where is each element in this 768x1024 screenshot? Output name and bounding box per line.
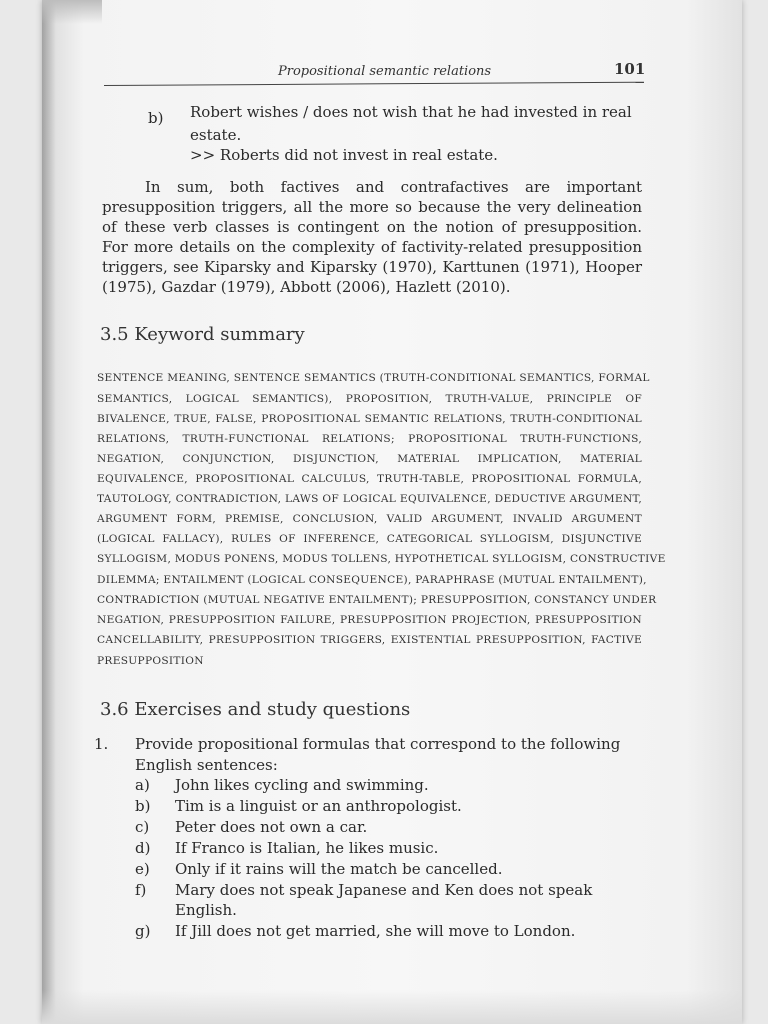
question-line: English sentences: (135, 756, 278, 774)
paragraph-line: triggers, see Kiparsky and Kiparsky (1970), Karttunen (1971), Hooper (102, 258, 642, 276)
keyword-line: PRESUPPOSITION (97, 655, 204, 667)
question-line: Provide propositional formulas that correspond to the following (135, 735, 621, 753)
exercise-item-label: a) (135, 776, 150, 794)
exercise-item-label: e) (135, 860, 150, 878)
question-number: 1. (94, 735, 109, 753)
keyword-line: CONTRADICTION (MUTUAL NEGATIVE ENTAILMENT); PRESUPPOSITION, CONSTANCY UNDER (97, 594, 657, 606)
exercise-item-text: Tim is a linguist or an anthropologist. (175, 797, 462, 815)
keyword-line: SEMANTICS, LOGICAL SEMANTICS), PROPOSITION, TRUTH-VALUE, PRINCIPLE OF (97, 393, 642, 405)
page-corner-shadow (42, 0, 102, 24)
paragraph-line: In sum, both factives and contrafactives are important (145, 178, 642, 196)
binding-shadow (42, 0, 56, 1024)
keyword-line: DILEMMA; ENTAILMENT (LOGICAL CONSEQUENCE), PARAPHRASE (MUTUAL ENTAILMENT), (97, 574, 647, 586)
section-heading-exercises: 3.6 Exercises and study questions (100, 699, 411, 720)
paragraph-line: presupposition triggers, all the more so because the very delineation (102, 198, 642, 216)
running-head: Propositional semantic relations (278, 64, 492, 79)
exercise-item-text: English. (175, 901, 237, 919)
keyword-line: TAUTOLOGY, CONTRADICTION, LAWS OF LOGICAL EQUIVALENCE, DEDUCTIVE ARGUMENT, (97, 493, 642, 505)
paragraph-line: of these verb classes is contingent on the notion of presupposition. (102, 218, 642, 236)
exercise-item-text: Peter does not own a car. (175, 818, 368, 836)
example-label: b) (148, 109, 164, 127)
keyword-line: EQUIVALENCE, PROPOSITIONAL CALCULUS, TRUTH-TABLE, PROPOSITIONAL FORMULA, (97, 473, 642, 485)
keyword-line: BIVALENCE, TRUE, FALSE, PROPOSITIONAL SEMANTIC RELATIONS, TRUTH-CONDITIONAL (97, 413, 642, 425)
exercise-item-label: c) (135, 818, 150, 836)
exercise-item-text: Only if it rains will the match be cancelled. (175, 860, 503, 878)
section-heading-keywords: 3.5 Keyword summary (100, 324, 305, 345)
exercise-item-text: If Franco is Italian, he likes music. (175, 839, 439, 857)
exercise-item-text: John likes cycling and swimming. (175, 776, 429, 794)
keyword-line: ARGUMENT FORM, PREMISE, CONCLUSION, VALID ARGUMENT, INVALID ARGUMENT (97, 513, 642, 525)
example-line: >> Roberts did not invest in real estate. (190, 146, 498, 164)
exercise-item-label: f) (135, 881, 147, 899)
exercise-item-text: If Jill does not get married, she will move to London. (175, 922, 576, 940)
exercise-item-label: d) (135, 839, 151, 857)
exercise-item-text: Mary does not speak Japanese and Ken does not speak (175, 881, 593, 899)
keyword-line: NEGATION, CONJUNCTION, DISJUNCTION, MATERIAL IMPLICATION, MATERIAL (97, 453, 642, 465)
keyword-line: CANCELLABILITY, PRESUPPOSITION TRIGGERS, EXISTENTIAL PRESUPPOSITION, FACTIVE (97, 634, 642, 646)
paragraph-line: For more details on the complexity of factivity-related presupposition (102, 238, 642, 256)
example-line: Robert wishes / does not wish that he had invested in real (190, 103, 632, 121)
exercise-item-label: g) (135, 922, 151, 940)
page-number: 101 (614, 60, 646, 78)
keyword-line: RELATIONS, TRUTH-FUNCTIONAL RELATIONS; PROPOSITIONAL TRUTH-FUNCTIONS, (97, 433, 642, 445)
paragraph-line: (1975), Gazdar (1979), Abbott (2006), Hazlett (2010). (102, 278, 511, 296)
example-line: estate. (190, 126, 242, 144)
page-bottom-edge (42, 990, 742, 1024)
keyword-line: SYLLOGISM, MODUS PONENS, MODUS TOLLENS, HYPOTHETICAL SYLLOGISM, CONSTRUCTIVE (97, 553, 666, 565)
exercise-item-label: b) (135, 797, 151, 815)
keyword-line: (LOGICAL FALLACY), RULES OF INFERENCE, CATEGORICAL SYLLOGISM, DISJUNCTIVE (97, 533, 642, 545)
keyword-line: SENTENCE MEANING, SENTENCE SEMANTICS (TRUTH-CONDITIONAL SEMANTICS, FORMAL (97, 372, 650, 384)
keyword-line: NEGATION, PRESUPPOSITION FAILURE, PRESUPPOSITION PROJECTION, PRESUPPOSITION (97, 614, 642, 626)
